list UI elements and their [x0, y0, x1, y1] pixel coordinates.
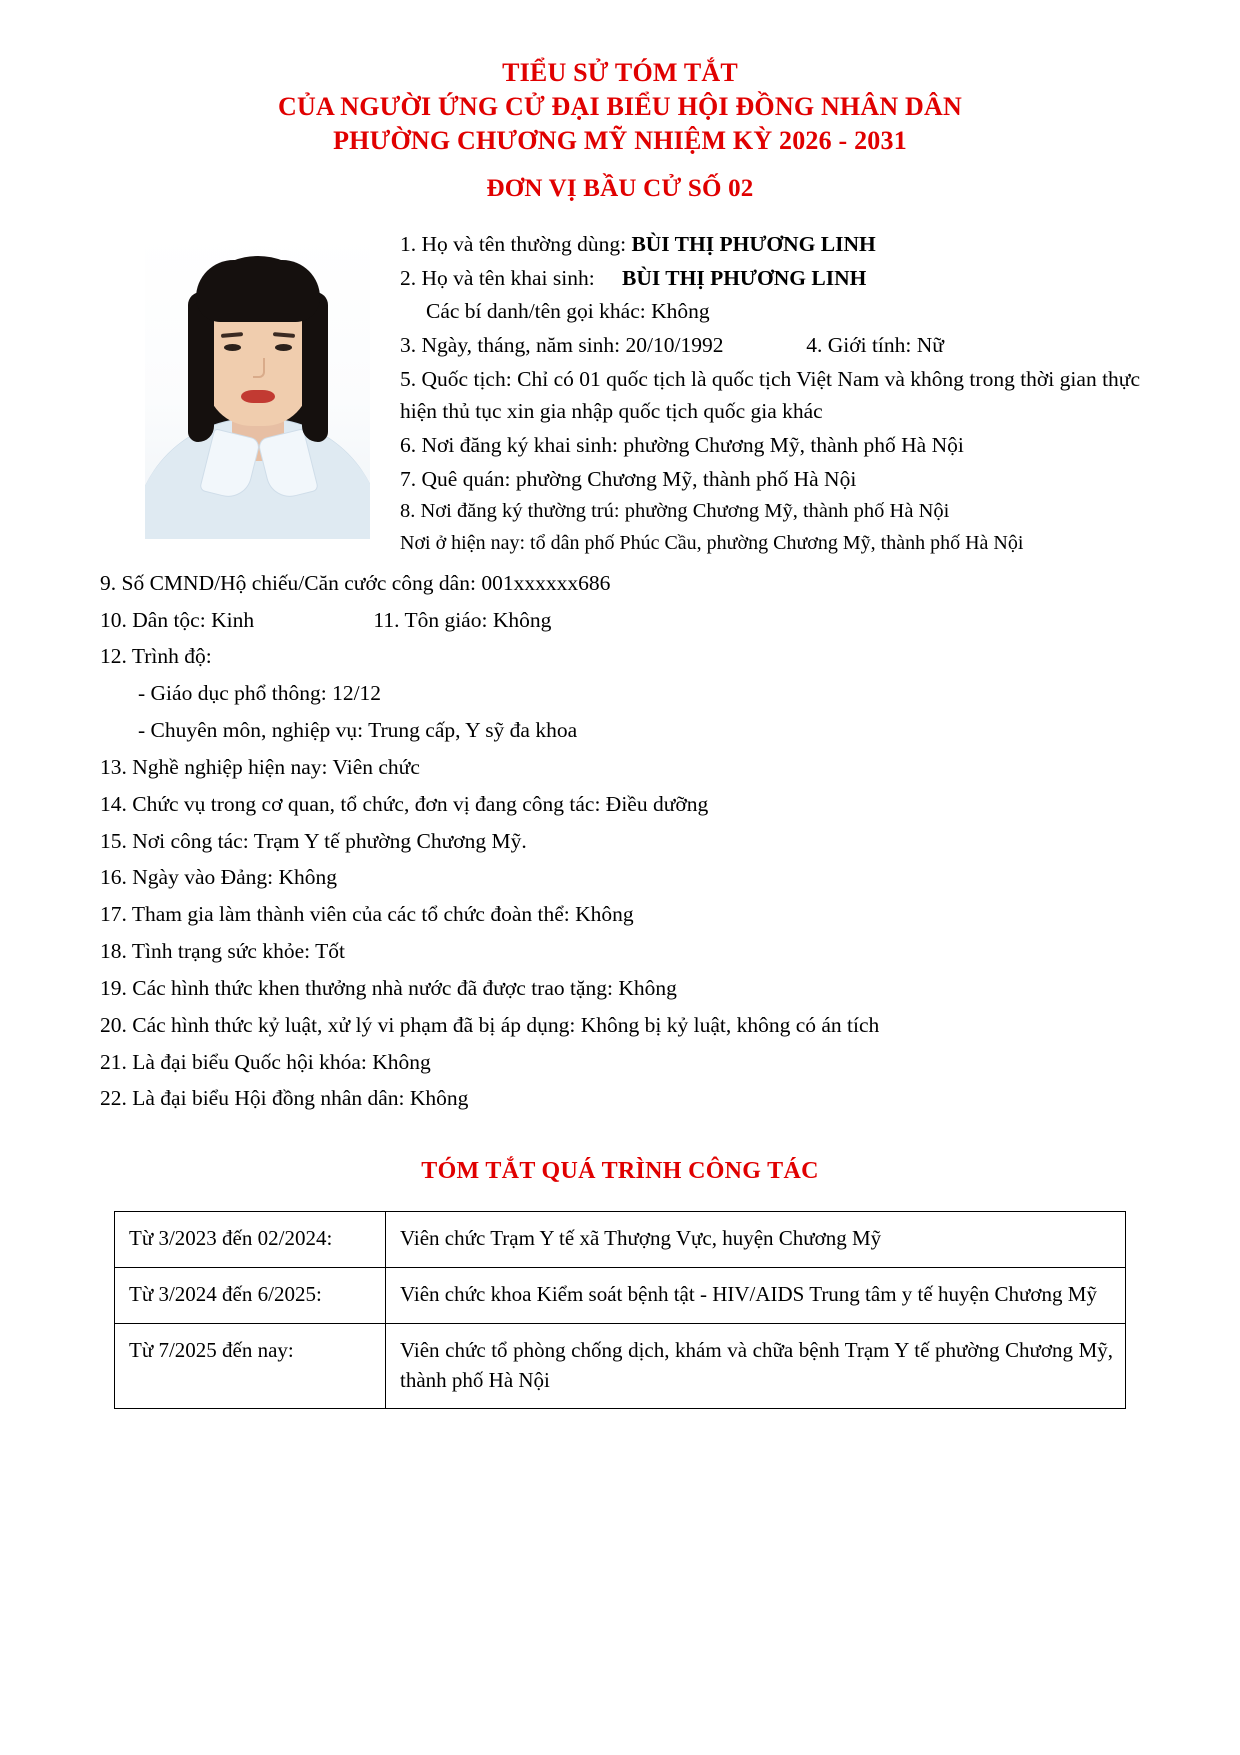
field-hometown-value: phường Chương Mỹ, thành phố Hà Nội: [515, 466, 857, 491]
field-nationality-label: 5. Quốc tịch:: [400, 366, 512, 391]
field-education-heading-label: 12. Trình độ:: [100, 644, 212, 669]
field-state-awards-label: 19. Các hình thức khen thưởng nhà nước đã được trao tặng:: [100, 975, 613, 1000]
field-birth-name-value: BÙI THỊ PHƯƠNG LINH: [622, 265, 867, 290]
table-row: [115, 1268, 1126, 1324]
field-peoples-council-delegate-value: Không: [409, 1086, 469, 1111]
portrait-fringe: [196, 260, 320, 322]
field-peoples-council-delegate-label: 22. Là đại biểu Hội đồng nhân dân:: [100, 1086, 405, 1111]
field-disciplinary-actions-label: 20. Các hình thức kỷ luật, xử lý vi phạm đã bị áp dụng:: [100, 1012, 576, 1037]
field-birthdate-gender: [400, 329, 1140, 362]
field-disciplinary-actions: [100, 1008, 1140, 1043]
work-period: Từ 3/2023 đến 02/2024:: [115, 1212, 386, 1268]
field-party-join-date-value: Không: [278, 865, 338, 890]
field-nationality: [400, 363, 1140, 428]
field-professional-education-value: Trung cấp, Y sỹ đa khoa: [368, 718, 578, 743]
field-common-name: [400, 228, 1140, 261]
work-description: Viên chức Trạm Y tế xã Thượng Vực, huyện Chương Mỹ: [386, 1212, 1126, 1268]
field-position: [100, 787, 1140, 822]
field-alias: [400, 295, 1140, 328]
field-state-awards-value: Không: [618, 975, 677, 1000]
field-general-education: [100, 676, 1140, 711]
field-common-name-label: 1. Họ và tên thường dùng:: [400, 231, 627, 256]
field-birth-registration-label: 6. Nơi đăng ký khai sinh:: [400, 432, 618, 457]
field-id-number: [100, 566, 1140, 601]
header-electoral-unit: ĐƠN VỊ BẦU CỬ SỐ 02: [486, 175, 754, 203]
top-section: [100, 228, 1140, 560]
field-current-residence-value: tổ dân phố Phúc Cầu, phường Chương Mỹ, thành phố Hà Nội: [530, 532, 1024, 555]
field-id-number-value: 001xxxxxx686: [481, 570, 611, 595]
field-health-status: [100, 934, 1140, 969]
field-alias-label: Các bí danh/tên gọi khác:: [426, 299, 646, 324]
field-professional-education-label: - Chuyên môn, nghiệp vụ:: [138, 718, 364, 743]
field-party-join-date-label: 16. Ngày vào Đảng:: [100, 865, 274, 890]
field-professional-education: [100, 713, 1140, 748]
field-health-status-value: Tốt: [315, 939, 345, 964]
portrait-eye-left: [224, 344, 241, 351]
table-row: [115, 1212, 1126, 1268]
header-title-line-2: CỦA NGƯỜI ỨNG CỬ ĐẠI BIỂU HỘI ĐỒNG NHÂN DÂN: [278, 91, 962, 121]
field-occupation: [100, 750, 1140, 785]
field-disciplinary-actions-value: Không bị kỷ luật, không có án tích: [580, 1012, 880, 1037]
fields-full-width: [100, 566, 1140, 1116]
field-workplace-value: Trạm Y tế phường Chương Mỹ.: [253, 828, 527, 853]
field-birth-name: [400, 262, 1140, 295]
field-current-residence: [400, 528, 1140, 558]
work-description: Viên chức khoa Kiểm soát bệnh tật - HIV/AIDS Trung tâm y tế huyện Chương Mỹ: [386, 1268, 1126, 1324]
field-education-heading: [100, 639, 1140, 674]
field-birth-name-label: 2. Họ và tên khai sinh:: [400, 265, 595, 290]
field-gender-label: 4. Giới tính:: [806, 332, 912, 357]
field-health-status-label: 18. Tình trạng sức khỏe:: [100, 939, 311, 964]
fields-beside-photo: [400, 228, 1140, 559]
field-occupation-label: 13. Nghề nghiệp hiện nay:: [100, 754, 328, 779]
portrait-lips: [241, 390, 275, 403]
candidate-photo: [145, 234, 370, 539]
field-birth-registration-value: phường Chương Mỹ, thành phố Hà Nội: [623, 432, 964, 457]
work-period: Từ 3/2024 đến 6/2025:: [115, 1268, 386, 1324]
work-history-title: TÓM TẮT QUÁ TRÌNH CÔNG TÁC: [421, 1158, 819, 1185]
field-birthdate-label: 3. Ngày, tháng, năm sinh:: [400, 332, 621, 357]
field-national-assembly-delegate-value: Không: [372, 1049, 431, 1074]
field-id-number-label: 9. Số CMND/Hộ chiếu/Căn cước công dân:: [100, 570, 476, 595]
field-current-residence-label: Nơi ở hiện nay:: [400, 532, 526, 555]
field-permanent-residence-value: phường Chương Mỹ, thành phố Hà Nội: [624, 500, 950, 523]
field-position-label: 14. Chức vụ trong cơ quan, tổ chức, đơn vị đang công tác:: [100, 791, 601, 816]
field-organization-membership-value: Không: [575, 902, 634, 927]
field-hometown: [400, 463, 1140, 496]
header-title-line-3: PHƯỜNG CHƯƠNG MỸ NHIỆM KỲ 2026 - 2031: [333, 125, 907, 155]
field-general-education-value: 12/12: [332, 681, 382, 706]
field-religion-value: Không: [492, 607, 552, 632]
field-common-name-value: BÙI THỊ PHƯƠNG LINH: [631, 231, 876, 256]
table-row: [115, 1323, 1126, 1409]
field-organization-membership: [100, 897, 1140, 932]
portrait-eye-right: [275, 344, 292, 351]
work-description: Viên chức tổ phòng chống dịch, khám và chữa bệnh Trạm Y tế phường Chương Mỹ, thành phố Hà Nội: [386, 1323, 1126, 1409]
field-position-value: Điều dưỡng: [605, 791, 709, 816]
field-birthdate-value: 20/10/1992: [625, 332, 724, 357]
field-nationality-value: Chỉ có 01 quốc tịch là quốc tịch Việt Nam và không trong thời gian thực hiện thủ tục xin gia nhập quốc tịch quốc gia khác: [400, 366, 1140, 424]
field-permanent-residence-label: 8. Nơi đăng ký thường trú:: [400, 500, 620, 523]
field-birth-registration: [400, 429, 1140, 462]
work-history-table: [114, 1211, 1126, 1409]
field-party-join-date: [100, 860, 1140, 895]
field-national-assembly-delegate: [100, 1045, 1140, 1080]
field-occupation-value: Viên chức: [332, 754, 420, 779]
field-alias-value: Không: [651, 299, 710, 324]
header-title-line-1: TIỂU SỬ TÓM TẮT: [502, 58, 738, 87]
field-hometown-label: 7. Quê quán:: [400, 466, 511, 491]
field-ethnicity-religion: [100, 603, 1140, 638]
field-state-awards: [100, 971, 1140, 1006]
field-workplace: [100, 824, 1140, 859]
field-permanent-residence: [400, 496, 1140, 527]
field-religion-label: 11. Tôn giáo:: [373, 607, 488, 632]
portrait-nose: [253, 358, 265, 378]
field-gender-value: Nữ: [916, 332, 944, 357]
field-organization-membership-label: 17. Tham gia làm thành viên của các tổ chức đoàn thể:: [100, 902, 570, 927]
field-national-assembly-delegate-label: 21. Là đại biểu Quốc hội khóa:: [100, 1049, 367, 1074]
work-period: Từ 7/2025 đến nay:: [115, 1323, 386, 1409]
field-peoples-council-delegate: [100, 1081, 1140, 1116]
field-ethnicity-group: [100, 603, 368, 638]
field-ethnicity-label: 10. Dân tộc:: [100, 607, 206, 632]
field-workplace-label: 15. Nơi công tác:: [100, 828, 249, 853]
document-header: [100, 56, 1140, 206]
field-general-education-label: - Giáo dục phổ thông:: [138, 681, 327, 706]
field-ethnicity-value: Kinh: [211, 607, 255, 632]
